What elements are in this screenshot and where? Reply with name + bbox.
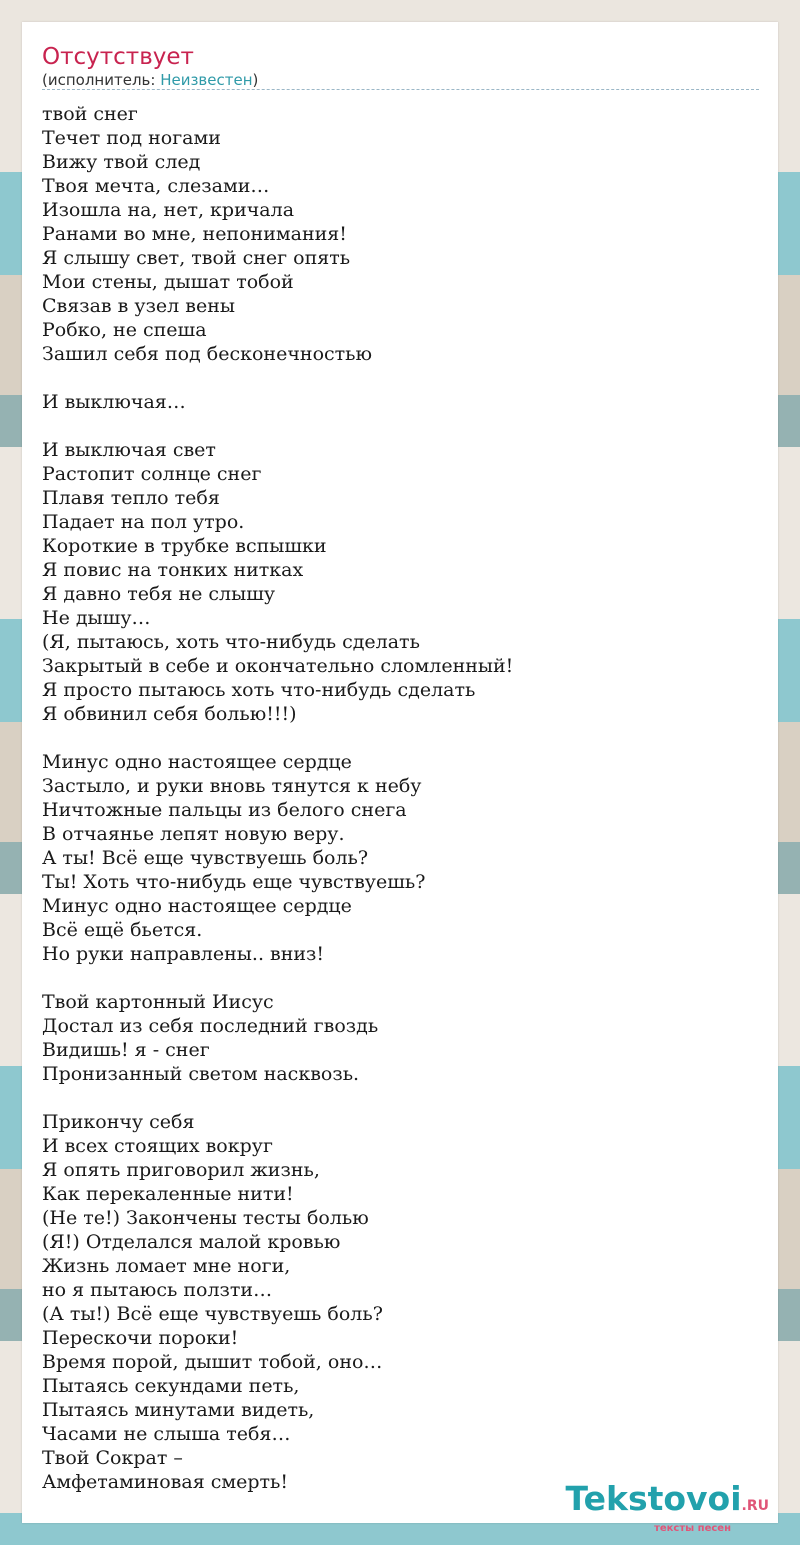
lyric-line: И выключая… — [42, 391, 186, 413]
lyric-line: Прикончу себя — [42, 1111, 195, 1133]
lyric-line: Короткие в трубке вспышки — [42, 535, 327, 557]
stanza-break — [42, 366, 762, 390]
lyric-line: Минус одно настоящее сердце — [42, 751, 352, 773]
artist-suffix: ) — [252, 71, 259, 89]
header-divider — [42, 89, 759, 90]
logo-tld: .RU — [741, 1498, 769, 1514]
lyric-line: Растопит солнце снег — [42, 463, 262, 485]
lyric-line: Твоя мечта, слезами… — [42, 175, 270, 197]
lyrics-text — [42, 102, 762, 1494]
lyric-line: Застыло, и руки вновь тянутся к небу — [42, 775, 422, 797]
lyric-line: Закрытый в себе и окончательно сломленный! — [42, 655, 514, 677]
lyric-line: Робко, не спеша — [42, 319, 207, 341]
lyric-line: Плавя тепло тебя — [42, 487, 220, 509]
lyric-line: Падает на пол утро. — [42, 511, 245, 533]
logo-tagline: тексты песен — [654, 1523, 731, 1534]
lyric-line: И всех стоящих вокруг — [42, 1135, 273, 1157]
song-title: Отсутствует — [42, 44, 194, 70]
lyric-line: Ранами во мне, непонимания! — [42, 223, 347, 245]
stanza-break — [42, 726, 762, 750]
lyric-line: Пронизанный светом насквозь. — [42, 1063, 360, 1085]
lyric-line: но я пытаюсь ползти… — [42, 1279, 273, 1301]
lyric-line: Ты! Хоть что-нибудь еще чувствуешь? — [42, 871, 426, 893]
lyric-line: Всё ещё бьется. — [42, 919, 203, 941]
artist-line — [42, 70, 258, 90]
lyric-line: Достал из себя последний гвоздь — [42, 1015, 379, 1037]
lyric-line: Как перекаленные нити! — [42, 1183, 294, 1205]
lyric-line: твой снег — [42, 103, 138, 125]
lyric-line: Минус одно настоящее сердце — [42, 895, 352, 917]
lyric-line: Перескочи пороки! — [42, 1327, 239, 1349]
lyric-line: Время порой, дышит тобой, оно… — [42, 1351, 383, 1373]
lyric-line: Мои стены, дышат тобой — [42, 271, 294, 293]
lyric-line: Я повис на тонких нитках — [42, 559, 304, 581]
lyrics-card — [22, 22, 778, 1534]
logo-name: Tekstovoi — [565, 1479, 742, 1518]
lyric-line: Вижу твой след — [42, 151, 201, 173]
lyric-line: И выключая свет — [42, 439, 216, 461]
lyric-line: Твой Сократ – — [42, 1447, 183, 1469]
lyric-line: Жизнь ломает мне ноги, — [42, 1255, 291, 1277]
lyric-line: А ты! Всё еще чувствуешь боль? — [42, 847, 369, 869]
lyric-line: Я опять приговорил жизнь, — [42, 1159, 320, 1181]
artist-link[interactable]: Неизвестен — [160, 71, 253, 89]
lyric-line: Ничтожные пальцы из белого снега — [42, 799, 407, 821]
lyric-line: Не дышу… — [42, 607, 151, 629]
lyric-line: (А ты!) Всё еще чувствуешь боль? — [42, 1303, 383, 1325]
lyric-line: Изошла на, нет, кричала — [42, 199, 295, 221]
lyric-line: Видишь! я - снег — [42, 1039, 210, 1061]
site-logo[interactable] — [565, 1479, 769, 1535]
lyric-line: Часами не слыша тебя… — [42, 1423, 291, 1445]
lyric-line: (Я, пытаюсь, хоть что-нибудь сделать — [42, 631, 420, 653]
stanza-break — [42, 1086, 762, 1110]
lyric-line: Амфетаминовая смерть! — [42, 1471, 289, 1493]
lyric-line: Я слышу свет, твой снег опять — [42, 247, 351, 269]
lyric-line: Твой картонный Иисус — [42, 991, 274, 1013]
lyric-line: Но руки направлены.. вниз! — [42, 943, 325, 965]
lyric-line: (Я!) Отделался малой кровью — [42, 1231, 341, 1253]
lyric-line: (Не те!) Закончены тесты болью — [42, 1207, 369, 1229]
artist-prefix: (исполнитель: — [42, 71, 161, 89]
lyric-line: Пытаясь секундами петь, — [42, 1375, 300, 1397]
lyric-line: Зашил себя под бесконечностью — [42, 343, 373, 365]
lyric-line: В отчаянье лепят новую веру. — [42, 823, 345, 845]
logo-wordmark — [565, 1479, 769, 1523]
lyric-line: Связав в узел вены — [42, 295, 236, 317]
lyric-line: Я давно тебя не слышу — [42, 583, 276, 605]
stanza-break — [42, 966, 762, 990]
stanza-break — [42, 414, 762, 438]
lyric-line: Течет под ногами — [42, 127, 221, 149]
lyric-line: Пытаясь минутами видеть, — [42, 1399, 315, 1421]
lyric-line: Я просто пытаюсь хоть что-нибудь сделать — [42, 679, 476, 701]
lyric-line: Я обвинил себя болью!!!) — [42, 703, 297, 725]
